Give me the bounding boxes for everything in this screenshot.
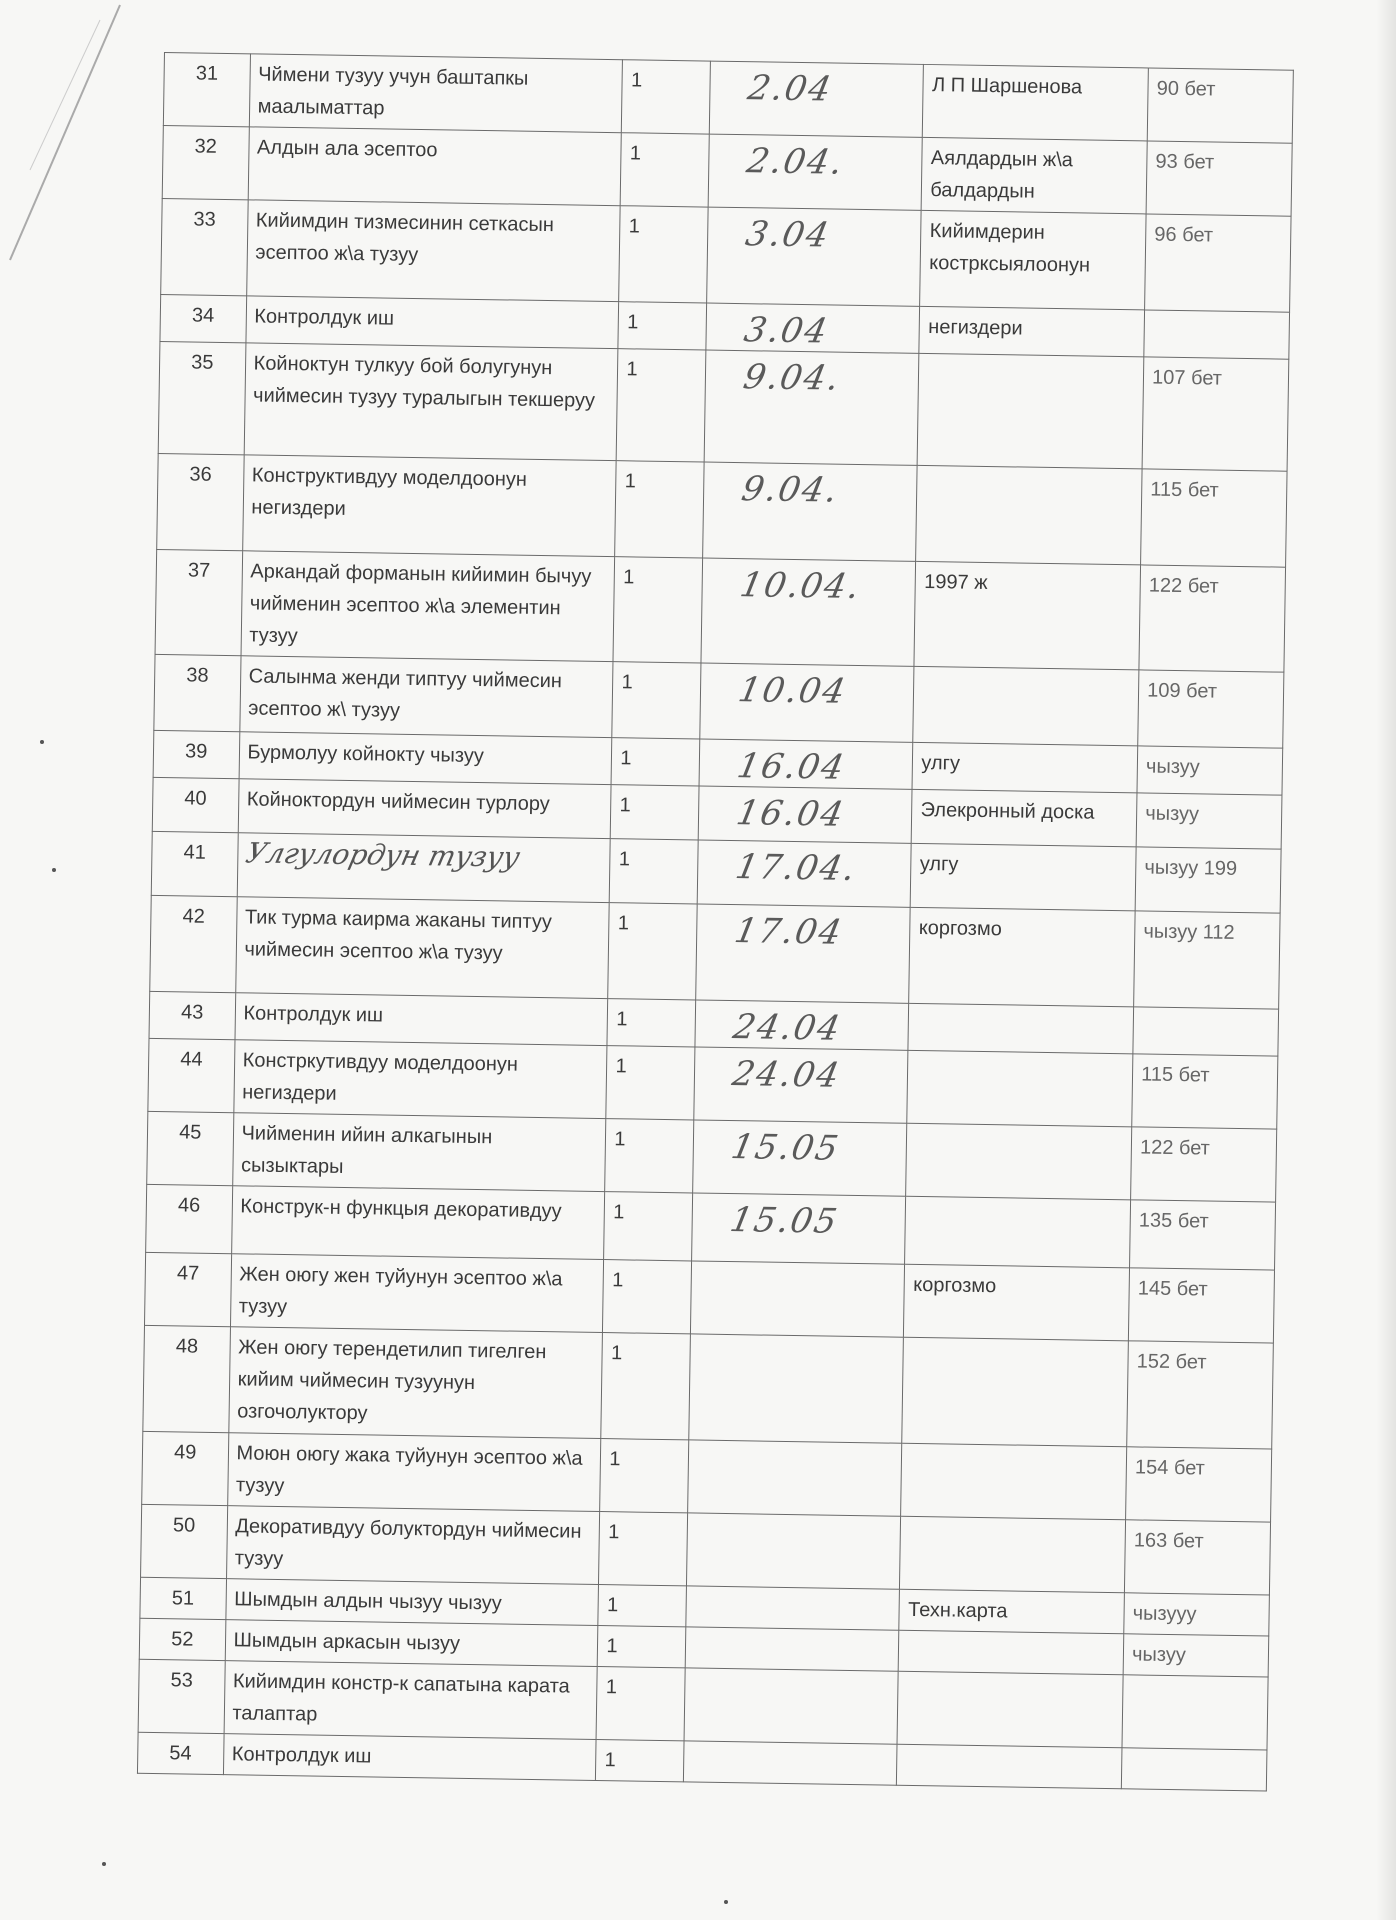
lesson-date — [697, 840, 911, 907]
page-reference: 93 бет — [1146, 141, 1292, 216]
teaching-aid: Аялдардын ж\а балдардын — [922, 137, 1148, 214]
lesson-hours: 1 — [596, 1740, 684, 1782]
row-number: 46 — [146, 1184, 233, 1253]
lesson-title: Контролдук иш — [235, 993, 609, 1046]
scan-speck — [102, 1862, 106, 1866]
lesson-title: Бурмолуу койнокту чызуу — [239, 732, 613, 785]
row-number: 50 — [141, 1504, 228, 1578]
lesson-hours: 1 — [603, 1260, 692, 1334]
lesson-title: Чийменин ийин алкагынын сызыктары — [232, 1113, 606, 1192]
handwritten-date: 16.04 — [734, 746, 850, 788]
lesson-title: Шымдын аркасын чызуу — [225, 1620, 599, 1667]
handwritten-date — [695, 1597, 891, 1600]
lesson-hours: 1 — [608, 903, 697, 1000]
lesson-title: Кийимдин констр-к сапатына карата талаптар — [224, 1661, 598, 1740]
page-reference: 115 бет — [1141, 469, 1287, 567]
row-number: 48 — [143, 1325, 230, 1432]
lesson-plan-table — [137, 52, 1294, 1792]
teaching-aid — [916, 465, 1142, 565]
handwritten-date: 2.04. — [743, 141, 848, 183]
teaching-aid — [908, 1003, 1133, 1054]
lesson-date — [707, 207, 922, 306]
page-reference: чызуу — [1137, 746, 1283, 795]
table-row — [157, 453, 1287, 567]
table-row — [158, 341, 1289, 471]
row-number: 52 — [139, 1618, 225, 1660]
row-number: 47 — [144, 1252, 231, 1326]
page-reference: 122 бет — [1131, 1127, 1277, 1202]
page-reference: 152 бет — [1127, 1341, 1274, 1449]
teaching-aid: Элекронный доска — [912, 789, 1137, 847]
page-reference: 115 бет — [1132, 1054, 1278, 1129]
lesson-hours: 1 — [618, 302, 707, 350]
row-number: 51 — [140, 1577, 226, 1619]
teaching-aid — [897, 1671, 1123, 1748]
row-number: 45 — [147, 1111, 234, 1185]
scan-artifact-line — [0, 0, 140, 300]
lesson-title: Конструктивдуу моделдоонун негиздери — [242, 455, 616, 557]
lesson-hours: 1 — [607, 999, 696, 1047]
lesson-title: Салынма женди типтуу чиймесин эсептоо ж\ тузуу — [239, 656, 613, 738]
page-reference: чызуу 199 — [1135, 847, 1281, 913]
handwritten-date: 17.04. — [732, 847, 861, 889]
handwritten-date: 10.04. — [737, 565, 865, 607]
table-row — [161, 198, 1291, 312]
page-reference: чызуу 112 — [1134, 911, 1280, 1009]
page-reference: 122 бет — [1139, 565, 1286, 672]
row-number: 36 — [157, 453, 244, 550]
lesson-date — [691, 1261, 905, 1337]
page-reference: 145 бет — [1129, 1268, 1275, 1343]
teaching-aid: 1997 ж — [914, 561, 1140, 670]
handwritten-date — [696, 1524, 892, 1527]
scan-speck — [724, 1900, 728, 1904]
page-reference — [1122, 1675, 1268, 1750]
lesson-hours: 1 — [622, 60, 711, 134]
handwritten-date — [693, 1752, 889, 1755]
scan-speck — [40, 740, 44, 744]
lesson-title: Контролдук иш — [245, 296, 619, 349]
lesson-title: Койноктун тулкуу бой болугунун чиймесин тузуу туралыгын текшеруу — [244, 343, 619, 461]
teaching-aid — [907, 1050, 1133, 1127]
lesson-title: Жен оюгу терендетилип тигелген кийим чиймесин тузуунун озгочолуктору — [228, 1327, 603, 1439]
teaching-aid — [906, 1123, 1132, 1200]
lesson-hours: 1 — [606, 1046, 695, 1120]
row-number: 34 — [160, 294, 246, 342]
teaching-aid — [900, 1516, 1126, 1593]
lesson-title: Контролдук иш — [223, 1734, 597, 1781]
teaching-aid — [901, 1443, 1127, 1520]
row-number: 42 — [150, 895, 237, 992]
teaching-aid: Л П Шаршенова — [923, 64, 1149, 141]
handwritten-date: 9.04. — [738, 469, 843, 511]
lesson-title: Шымдын алдын чызуу чызуу — [225, 1579, 599, 1626]
lesson-hours: 1 — [598, 1585, 686, 1627]
page-reference: чызуу — [1123, 1634, 1269, 1677]
row-number: 54 — [137, 1732, 223, 1774]
page-reference: 163 бет — [1125, 1520, 1271, 1595]
lesson-date — [708, 134, 922, 210]
page-reference — [1144, 310, 1290, 359]
page-reference: 109 бет — [1138, 670, 1284, 748]
lesson-hours: 1 — [613, 557, 702, 663]
lesson-title: Констркутивдуу моделдоонун негиздери — [233, 1040, 607, 1119]
lesson-date — [700, 663, 914, 742]
handwritten-date: 10.04 — [735, 670, 851, 712]
teaching-aid — [899, 1630, 1124, 1675]
page-edge-shadow — [1376, 0, 1396, 1920]
handwritten-date: 24.04 — [729, 1054, 845, 1096]
lesson-hours: 1 — [599, 1512, 688, 1586]
lesson-hours: 1 — [611, 738, 700, 786]
table-row — [150, 895, 1280, 1009]
lesson-hours: 1 — [617, 349, 707, 462]
page-reference: 107 бет — [1142, 357, 1289, 471]
row-number: 37 — [155, 549, 242, 655]
lesson-date — [693, 1120, 907, 1196]
page-reference: чызууу — [1124, 1593, 1270, 1636]
lesson-date — [699, 739, 913, 789]
lesson-hours: 1 — [600, 1439, 689, 1513]
handwritten-date: 9.04. — [740, 357, 845, 399]
teaching-aid — [913, 666, 1139, 746]
row-number: 43 — [149, 991, 235, 1039]
handwritten-title: Улгулордун тузуу — [242, 836, 523, 874]
lesson-date — [701, 558, 916, 666]
lesson-title: Моюн оюгу жака туйунун эсептоо ж\а тузуу — [227, 1433, 601, 1512]
lesson-date — [692, 1193, 906, 1264]
page-reference: 135 бет — [1130, 1200, 1276, 1270]
handwritten-date: 2.04 — [744, 68, 837, 110]
lesson-hours: 1 — [619, 206, 708, 303]
page-reference — [1121, 1748, 1267, 1791]
scan-speck — [52, 868, 56, 872]
row-number: 40 — [152, 777, 238, 832]
handwritten-date: 17.04 — [731, 911, 847, 953]
table-row — [155, 549, 1286, 672]
lesson-date — [696, 904, 911, 1003]
row-number: 39 — [153, 730, 239, 778]
teaching-aid: Кийимдерин кострксыялоонун — [920, 210, 1146, 310]
table-row — [143, 1325, 1274, 1449]
teaching-aid: коргозмо — [904, 1264, 1130, 1341]
teaching-aid: Техн.карта — [899, 1589, 1124, 1634]
lesson-date — [684, 1741, 898, 1785]
lesson-hours: 1 — [596, 1667, 685, 1741]
lesson-title: Жен оюгу жен туйунун эсептоо ж\а тузуу — [230, 1254, 604, 1333]
lesson-title: Койноктордун чиймесин турлору — [238, 779, 612, 839]
handwritten-date: 3.04 — [742, 214, 834, 256]
handwritten-date — [699, 1345, 895, 1348]
lesson-title: Конструк-н функцыя декоративдуу — [231, 1186, 605, 1260]
lesson-hours: 1 — [610, 839, 699, 904]
lesson-hours: 1 — [612, 662, 701, 739]
handwritten-date — [697, 1451, 893, 1454]
handwritten-date: 15.05 — [728, 1127, 844, 1169]
lesson-hours: 1 — [598, 1626, 686, 1668]
lesson-title — [237, 833, 611, 903]
handwritten-date — [700, 1272, 896, 1275]
handwritten-date: 24.04 — [730, 1007, 846, 1049]
lesson-date — [685, 1627, 899, 1671]
lesson-date — [688, 1440, 902, 1516]
lesson-date — [687, 1513, 901, 1589]
row-number: 38 — [154, 654, 241, 731]
page-reference — [1133, 1007, 1279, 1056]
lesson-date — [706, 303, 920, 353]
lesson-title: Чймени тузуу учун баштапкы маалыматтар — [249, 54, 623, 133]
teaching-aid: улгу — [911, 843, 1137, 911]
handwritten-date: 3.04 — [741, 310, 833, 352]
lesson-title: Кийимдин тизмесинин сеткасын эсептоо ж\а тузуу — [246, 200, 620, 302]
lesson-hours: 1 — [604, 1192, 693, 1261]
lesson-hours: 1 — [621, 133, 710, 207]
handwritten-date — [694, 1638, 890, 1641]
lesson-title: Аркандай форманын кийимин бычуу чийменин эсептоо ж\а элементин тузуу — [241, 551, 616, 662]
page-reference: 96 бет — [1145, 214, 1291, 312]
teaching-aid — [897, 1744, 1122, 1789]
teaching-aid — [902, 1337, 1128, 1447]
teaching-aid — [918, 353, 1144, 469]
row-number: 53 — [138, 1659, 225, 1733]
lesson-date — [698, 786, 912, 843]
lesson-date — [684, 1668, 898, 1744]
lesson-date — [704, 350, 919, 465]
row-number: 44 — [148, 1038, 235, 1112]
handwritten-date: 16.04 — [733, 793, 849, 835]
lesson-date — [689, 1334, 904, 1443]
lesson-hours: 1 — [611, 785, 700, 840]
lesson-date — [695, 1000, 909, 1050]
lesson-hours: 1 — [605, 1119, 694, 1193]
page-reference: чызуу — [1136, 793, 1282, 849]
lesson-hours: 1 — [615, 461, 704, 558]
row-number: 49 — [142, 1431, 229, 1505]
page-reference: 90 бет — [1147, 68, 1293, 143]
row-number: 31 — [163, 53, 250, 127]
lesson-date — [694, 1047, 908, 1123]
lesson-title: Алдын ала эсептоо — [248, 127, 622, 206]
lesson-title: Декоративдуу болуктордун чиймесин тузуу — [226, 1506, 600, 1585]
lesson-title: Тик турма каирма жаканы типтуу чиймесин эсептоо ж\а тузуу — [235, 897, 609, 999]
teaching-aid: улгу — [912, 742, 1137, 793]
table-body — [137, 53, 1293, 1792]
handwritten-date: 15.05 — [727, 1200, 843, 1242]
lesson-date — [703, 462, 918, 561]
row-number: 41 — [151, 831, 238, 896]
teaching-aid: коргозмо — [909, 907, 1135, 1007]
row-number: 33 — [161, 198, 248, 295]
handwritten-date — [694, 1679, 890, 1682]
page-reference: 154 бет — [1126, 1447, 1272, 1522]
teaching-aid: негиздери — [919, 306, 1144, 357]
row-number: 32 — [162, 125, 249, 199]
teaching-aid — [905, 1196, 1131, 1268]
lesson-hours: 1 — [601, 1333, 690, 1440]
lesson-date — [686, 1586, 900, 1630]
lesson-date — [709, 61, 923, 137]
row-number: 35 — [158, 341, 245, 454]
